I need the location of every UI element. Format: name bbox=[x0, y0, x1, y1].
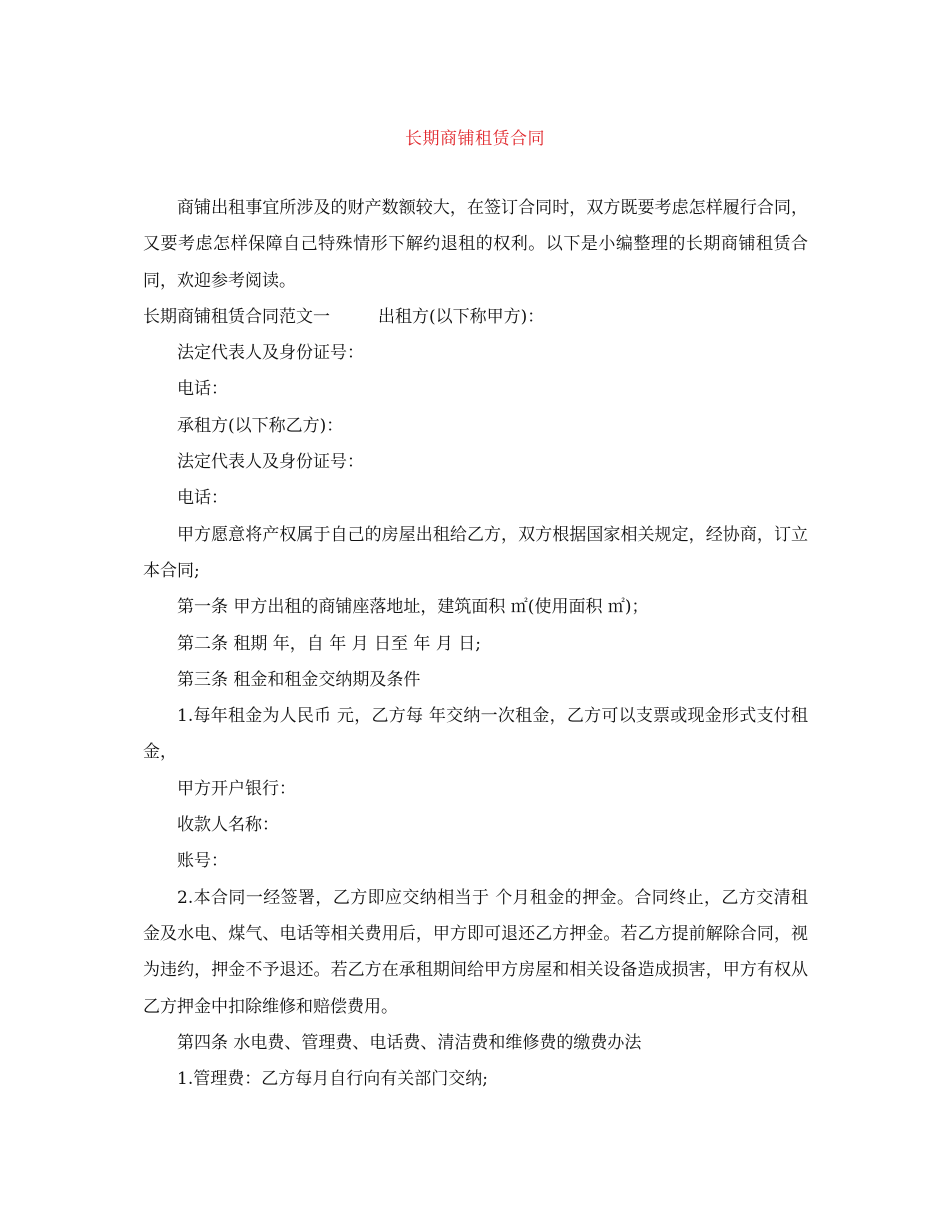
sample-heading: 长期商铺租赁合同范文一 bbox=[143, 306, 330, 327]
agreement-paragraph: 甲方愿意将产权属于自己的房屋出租给乙方，双方根据国家相关规定，经协商，订立本合同; bbox=[143, 524, 808, 581]
article-3-item-2: 2.本合同一经签署，乙方即应交纳相当于 个月租金的押金。合同终止，乙方交清租金及水电、煤气、电话等相关费用后，甲方即可退还乙方押金。若乙方提前解除合同，视为违约，押金不予退还。若乙方在承租期间给甲方房屋和相关设备造成损害，甲方有权从乙方押金中扣除维修和赔偿费用。 bbox=[143, 887, 808, 1017]
article-1: 第一条 甲方出租的商铺座落地址，建筑面积 ㎡(使用面积 ㎡)； bbox=[177, 597, 649, 618]
phone-line: 电话： bbox=[177, 379, 228, 400]
lessee-line: 承租方(以下称乙方)： bbox=[177, 415, 344, 436]
article-3-item-1: 1.每年租金为人民币 元，乙方每 年交纳一次租金，乙方可以支票或现金形式支付租金， bbox=[143, 706, 808, 763]
account-line: 账号： bbox=[177, 851, 228, 872]
article-4: 第四条 水电费、管理费、电话费、清洁费和维修费的缴费办法 bbox=[177, 1032, 642, 1053]
legal-rep-line: 法定代表人及身份证号： bbox=[177, 343, 364, 364]
payee-line: 收款人名称： bbox=[177, 815, 279, 836]
document-body bbox=[143, 190, 808, 1097]
document-title: 长期商铺租赁合同 bbox=[405, 129, 545, 149]
article-2: 第二条 租期 年，自 年 月 日至 年 月 日; bbox=[177, 633, 481, 654]
article-4-item-1: 1.管理费：乙方每月自行向有关部门交纳; bbox=[177, 1069, 488, 1090]
intro-paragraph: 商铺出租事宜所涉及的财产数额较大，在签订合同时，双方既要考虑怎样履行合同，又要考虑怎样保障自己特殊情形下解约退租的权利。以下是小编整理的长期商铺租赁合同，欢迎参考阅读。 bbox=[143, 198, 808, 291]
sample-heading-line bbox=[143, 299, 808, 335]
bank-line: 甲方开户银行： bbox=[177, 778, 296, 799]
article-3: 第三条 租金和租金交纳期及条件 bbox=[177, 669, 421, 690]
phone-line: 电话： bbox=[177, 488, 228, 509]
lessor-label: 出租方(以下称甲方)： bbox=[378, 306, 545, 327]
legal-rep-line: 法定代表人及身份证号： bbox=[177, 452, 364, 473]
